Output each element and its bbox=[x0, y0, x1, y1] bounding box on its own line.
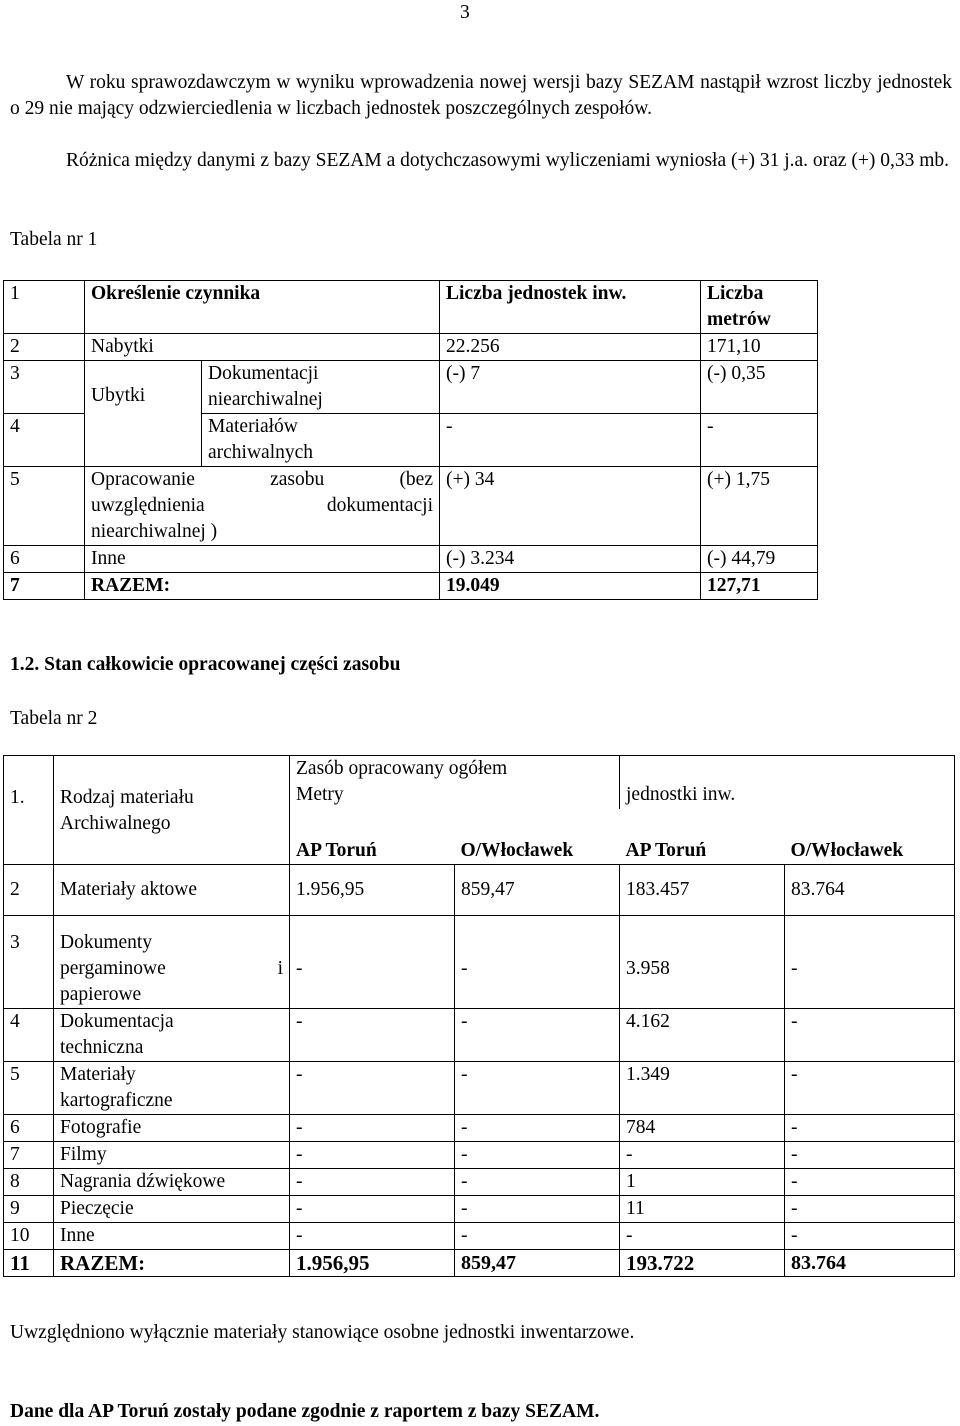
row-value: 1 bbox=[620, 1169, 785, 1196]
table-total-row bbox=[4, 1250, 955, 1277]
row-meters: - bbox=[701, 414, 818, 467]
subfactor-line: niearchiwalnej bbox=[208, 389, 323, 410]
row-value: 3.958 bbox=[620, 916, 785, 1009]
table-row bbox=[4, 1223, 955, 1250]
row-units: (+) 34 bbox=[440, 467, 701, 546]
row-no: 5 bbox=[4, 1062, 54, 1115]
row-value: - bbox=[785, 1142, 955, 1169]
table-row bbox=[4, 865, 955, 916]
material-line: Materiały bbox=[60, 1064, 136, 1085]
factor-line: Opracowanie zasobu (bez bbox=[91, 469, 433, 490]
row-material: Filmy bbox=[54, 1142, 290, 1169]
row-no: 6 bbox=[4, 1115, 54, 1142]
row-value: - bbox=[785, 916, 955, 1009]
header-units: jednostki inw. bbox=[620, 782, 955, 808]
table-row bbox=[4, 1009, 955, 1062]
row-value: - bbox=[290, 1009, 455, 1062]
row-material bbox=[54, 1062, 290, 1115]
row-meters: 171,10 bbox=[701, 334, 818, 361]
row-value: 193.722 bbox=[620, 1250, 785, 1277]
row-value: - bbox=[290, 1169, 455, 1196]
row-no: 5 bbox=[4, 467, 85, 546]
header-units: Liczba jednostek inw. bbox=[440, 281, 701, 334]
row-no: 6 bbox=[4, 546, 85, 573]
header-meters: Liczba metrów bbox=[701, 281, 818, 334]
row-no: 2 bbox=[4, 334, 85, 361]
row-value: - bbox=[455, 1196, 620, 1223]
footer-bold-note: Dane dla AP Toruń zostały podane zgodnie z raportem z bazy SEZAM. bbox=[10, 1401, 600, 1422]
table-row bbox=[4, 1169, 955, 1196]
table-row bbox=[4, 1142, 955, 1169]
header-factor: Określenie czynnika bbox=[85, 281, 440, 334]
row-value: 4.162 bbox=[620, 1009, 785, 1062]
material-line: pergaminowe i bbox=[60, 958, 283, 979]
row-value: 183.457 bbox=[620, 865, 785, 916]
row-material: Nagrania dźwiękowe bbox=[54, 1169, 290, 1196]
subfactor-line: Dokumentacji bbox=[208, 363, 319, 384]
row-material bbox=[54, 916, 290, 1009]
row-value: - bbox=[290, 1223, 455, 1250]
header-o-wloclawek: O/Włocławek bbox=[785, 809, 955, 865]
row-value: - bbox=[785, 1009, 955, 1062]
row-value: 11 bbox=[620, 1196, 785, 1223]
row-value: - bbox=[785, 1169, 955, 1196]
material-line: Dokumenty bbox=[60, 932, 153, 953]
table-header-row bbox=[4, 281, 818, 334]
table-row bbox=[4, 916, 955, 1009]
row-material bbox=[54, 1009, 290, 1062]
row-units: (-) 3.234 bbox=[440, 546, 701, 573]
row-value: - bbox=[290, 916, 455, 1009]
row-units: (-) 7 bbox=[440, 361, 701, 414]
header-no bbox=[4, 756, 54, 865]
table1-caption: Tabela nr 1 bbox=[10, 229, 98, 250]
material-line: kartograficzne bbox=[60, 1090, 173, 1111]
row-value: 1.349 bbox=[620, 1062, 785, 1115]
subfactor-line: Materiałów bbox=[208, 416, 298, 437]
table2-caption: Tabela nr 2 bbox=[10, 708, 98, 729]
paragraph-difference: Różnica między danymi z bazy SEZAM a dotychczasowymi wyliczeniami wyniosła (+) 31 j.a. oraz (+) 0,33 mb. bbox=[66, 150, 949, 171]
row-meters: (-) 0,35 bbox=[701, 361, 818, 414]
row-no: 4 bbox=[4, 1009, 54, 1062]
row-value: 859,47 bbox=[455, 865, 620, 916]
row-value: - bbox=[455, 1223, 620, 1250]
row-no: 9 bbox=[4, 1196, 54, 1223]
row-no: 7 bbox=[4, 1142, 54, 1169]
row-factor bbox=[85, 467, 440, 546]
row-units: - bbox=[440, 414, 701, 467]
row-material: Inne bbox=[54, 1223, 290, 1250]
factor-line: niearchiwalnej ) bbox=[91, 521, 218, 542]
table-row bbox=[4, 1062, 955, 1115]
footnote: Uwzględniono wyłącznie materiały stanowiące osobne jednostki inwentarzowe. bbox=[10, 1322, 635, 1343]
ubytki-label: Ubytki bbox=[91, 385, 146, 406]
row-material: Pieczęcie bbox=[54, 1196, 290, 1223]
header-no: 1 bbox=[4, 281, 85, 334]
row-factor: RAZEM: bbox=[85, 573, 440, 600]
row-subfactor bbox=[202, 414, 440, 467]
row-no: 3 bbox=[4, 916, 54, 1009]
row-value: 784 bbox=[620, 1115, 785, 1142]
row-value: - bbox=[290, 1196, 455, 1223]
row-material: RAZEM: bbox=[54, 1250, 290, 1277]
row-material: Materiały aktowe bbox=[54, 865, 290, 916]
row-value: - bbox=[290, 1062, 455, 1115]
header-kind-line: Archiwalnego bbox=[60, 813, 171, 834]
row-meters: 127,71 bbox=[701, 573, 818, 600]
table-row bbox=[4, 361, 818, 414]
row-value: 1.956,95 bbox=[290, 1250, 455, 1277]
row-material: Fotografie bbox=[54, 1115, 290, 1142]
header-group-spacer bbox=[620, 756, 955, 783]
paragraph-sezam-increase: W roku sprawozdawczym w wyniku wprowadzenia nowej wersji bazy SEZAM nastąpił wzrost liczby jednostek o 29 nie mający odzwierciedlenia w liczbach jednostek poszczególnych zespołów. bbox=[10, 72, 952, 119]
row-value: - bbox=[620, 1142, 785, 1169]
factor-line: uwzględnienia dokumentacji bbox=[91, 495, 433, 516]
row-no: 3 bbox=[4, 361, 85, 414]
row-value: 1.956,95 bbox=[290, 865, 455, 916]
table-row bbox=[4, 1196, 955, 1223]
row-no: 11 bbox=[4, 1250, 54, 1277]
header-ap-torun: AP Toruń bbox=[290, 809, 455, 865]
table-row bbox=[4, 334, 818, 361]
row-no: 2 bbox=[4, 865, 54, 916]
header-ap-torun: AP Toruń bbox=[620, 809, 785, 865]
row-value: - bbox=[455, 916, 620, 1009]
row-value: - bbox=[785, 1196, 955, 1223]
subfactor-line: archiwalnych bbox=[208, 442, 314, 463]
section-heading: 1.2. Stan całkowicie opracowanej części zasobu bbox=[10, 654, 401, 675]
row-no: 8 bbox=[4, 1169, 54, 1196]
row-value: - bbox=[455, 1169, 620, 1196]
header-group: Zasób opracowany ogółem bbox=[290, 756, 620, 783]
row-value: - bbox=[290, 1115, 455, 1142]
ubytki-cell bbox=[85, 361, 202, 467]
row-value: - bbox=[785, 1223, 955, 1250]
table-total-row bbox=[4, 573, 818, 600]
row-value: - bbox=[290, 1142, 455, 1169]
header-o-wloclawek: O/Włocławek bbox=[455, 809, 620, 865]
page-number: 3 bbox=[460, 2, 470, 23]
header-no-text: 1. bbox=[10, 787, 25, 808]
table-row bbox=[4, 467, 818, 546]
row-subfactor bbox=[202, 361, 440, 414]
row-value: - bbox=[785, 1062, 955, 1115]
header-kind bbox=[54, 756, 290, 865]
row-value: 83.764 bbox=[785, 865, 955, 916]
row-value: 83.764 bbox=[785, 1250, 955, 1277]
row-value: - bbox=[455, 1062, 620, 1115]
row-meters: (-) 44,79 bbox=[701, 546, 818, 573]
row-factor: Inne bbox=[85, 546, 440, 573]
header-meters: Metry bbox=[290, 782, 620, 808]
table-row bbox=[4, 546, 818, 573]
row-no: 10 bbox=[4, 1223, 54, 1250]
material-line: papierowe bbox=[60, 984, 142, 1005]
material-line: techniczna bbox=[60, 1037, 144, 1058]
header-kind-line: Rodzaj materiału bbox=[60, 787, 194, 808]
row-units: 19.049 bbox=[440, 573, 701, 600]
row-no: 7 bbox=[4, 573, 85, 600]
row-value: 859,47 bbox=[455, 1250, 620, 1277]
row-value: - bbox=[455, 1115, 620, 1142]
material-line: Dokumentacja bbox=[60, 1011, 174, 1032]
table-factors bbox=[3, 280, 818, 600]
row-factor: Nabytki bbox=[85, 334, 440, 361]
row-meters: (+) 1,75 bbox=[701, 467, 818, 546]
table-row bbox=[4, 1115, 955, 1142]
row-value: - bbox=[455, 1009, 620, 1062]
row-value: - bbox=[620, 1223, 785, 1250]
table-processed-holdings bbox=[3, 755, 955, 1277]
row-no: 4 bbox=[4, 414, 85, 467]
row-value: - bbox=[785, 1115, 955, 1142]
row-value: - bbox=[455, 1142, 620, 1169]
table-header-row bbox=[4, 756, 955, 783]
row-units: 22.256 bbox=[440, 334, 701, 361]
